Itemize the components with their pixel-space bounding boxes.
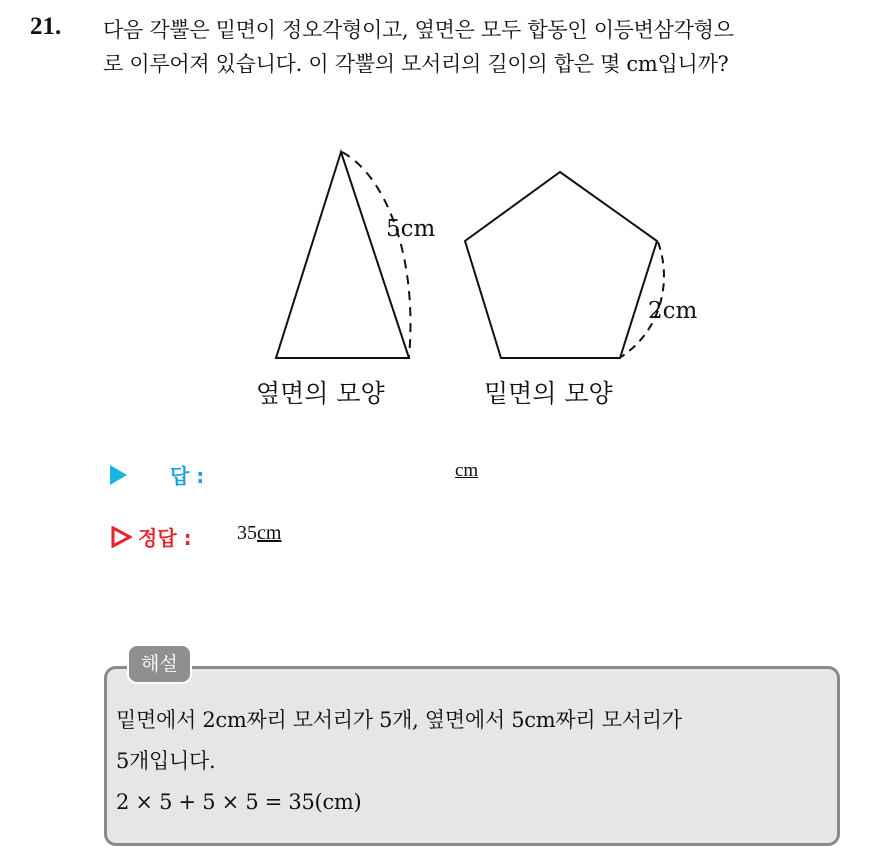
- base-face-pentagon: [465, 172, 657, 358]
- explanation-line: 밑면에서 2cm짜리 모서리가 5개, 옆면에서 5cm짜리 모서리가: [116, 708, 682, 732]
- explanation-line: 2 × 5 + 5 × 5 = 35(cm): [116, 790, 362, 814]
- question-number: 21.: [30, 13, 62, 40]
- explanation-line: 5개입니다.: [116, 749, 216, 773]
- side-edge-label: 5cm: [386, 216, 436, 242]
- question-line: 로 이루어져 있습니다. 이 각뿔의 모서리의 길이의 합은 몇 cm입니까?: [103, 52, 729, 76]
- answer-label: 답 :: [170, 464, 205, 488]
- side-face-caption: 옆면의 모양: [256, 379, 385, 408]
- correct-answer-value: [237, 522, 281, 545]
- answer-blank-unit[interactable]: cm: [455, 460, 479, 481]
- outline-arrow-icon: [110, 526, 132, 548]
- play-arrow-icon: [110, 465, 127, 485]
- base-edge-label: 2cm: [648, 298, 698, 324]
- explanation-text: [116, 700, 832, 823]
- correct-answer-number: 35: [237, 522, 257, 544]
- correct-answer-label: 정답 :: [138, 526, 192, 550]
- explanation-tag: 해설: [127, 644, 192, 684]
- side-face-triangle: [276, 152, 409, 358]
- correct-answer-unit: cm: [257, 522, 282, 544]
- side-edge-dashed-arc: [342, 152, 410, 357]
- base-face-caption: 밑면의 모양: [484, 379, 613, 408]
- question-line: 다음 각뿔은 밑면이 정오각형이고, 옆면은 모두 합동인 이등변삼각형으: [103, 18, 734, 42]
